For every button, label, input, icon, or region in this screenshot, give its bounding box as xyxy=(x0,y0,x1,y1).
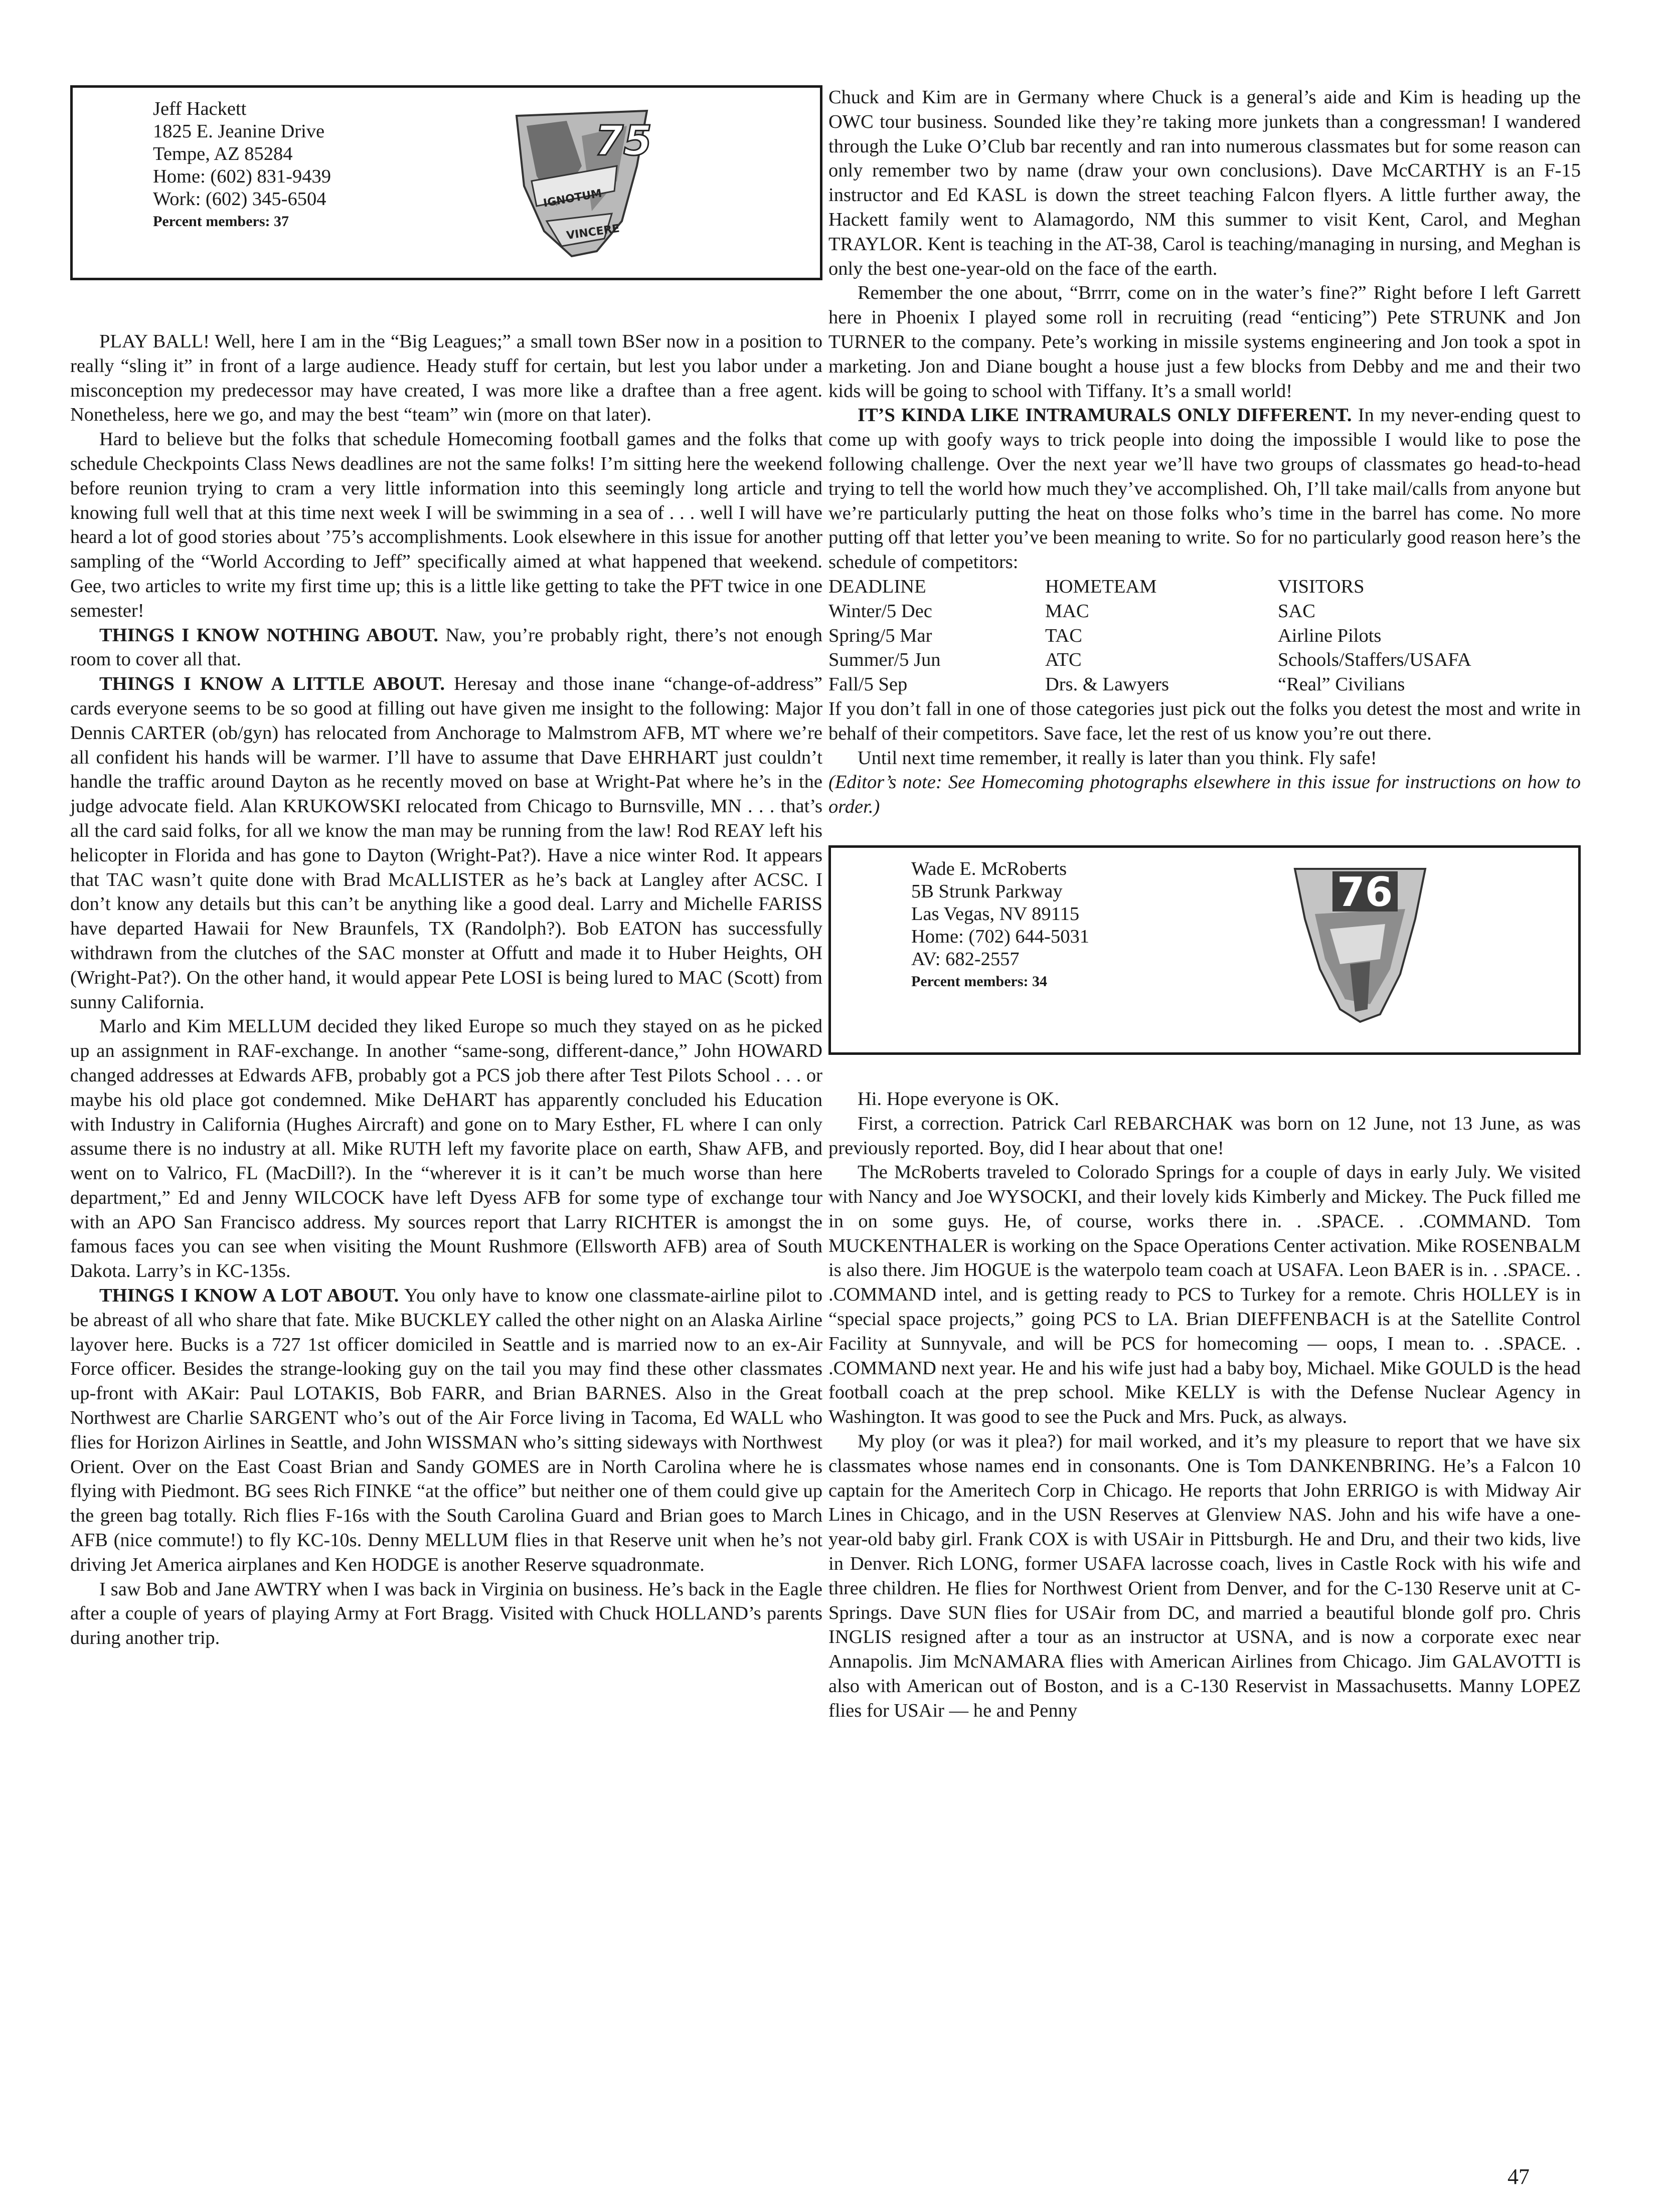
table-cell: ATC xyxy=(1045,649,1082,671)
paragraph: THINGS I KNOW NOTHING ABOUT. Naw, you’re probably right, there’s not enough room to cover all that. xyxy=(70,624,822,670)
contact-name: Jeff Hackett xyxy=(153,98,247,119)
percent-members: Percent members: 34 xyxy=(911,973,1047,990)
contact-home-phone: Home: (702) 644-5031 xyxy=(911,926,1089,947)
section-heading: IT’S KINDA LIKE INTRAMURALS ONLY DIFFERENT. xyxy=(858,405,1352,426)
editor-note: (Editor’s note: See Homecoming photographs elsewhere in this issue for instructions on how to order.) xyxy=(828,772,1581,818)
paragraph: The McRoberts traveled to Colorado Springs for a couple of days in early July. We visited with Nancy and Joe WYSOCKI, and their lovely kids Kimberly and Mickey. The Puck filled me in on some guys. He, of course, works there in. . .SPACE. . .COMMAND. Tom MUCKENTHALER is working on the Space Operations Center activation. Mike ROSENBALM is also there. Jim HOGUE is the waterpolo team coach at USAFA. Leon BAER is in. . .SPACE. . .COMMAND intel, and is getting ready to PCS to Turkey for a remote. Chris HOLLEY is in “special space projects,” going PCS to LA. Brian DIEFFENBACH is at the Satellite Control Facility at Sunnyvale, and will be PCS for homecoming — oops, I mean to. . .SPACE. . .COMMAND next year. He and his wife just had a baby boy, Michael. Mike GOULD is the head football coach at the prep school. Mike KELLY is with the Defense Nuclear Agency in Washington. It was good to see the Puck and Mrs. Puck, as always. xyxy=(828,1162,1581,1428)
contact-address-line-1: 5B Strunk Parkway xyxy=(911,880,1063,902)
table-cell: TAC xyxy=(1045,625,1082,646)
contact-address-line-1: 1825 E. Jeanine Drive xyxy=(153,121,325,142)
contact-home-phone: Home: (602) 831-9439 xyxy=(153,166,331,187)
svg-text:IGNOTUM: IGNOTUM xyxy=(542,187,603,210)
contact-name: Wade E. McRoberts xyxy=(911,858,1067,879)
table-row xyxy=(828,599,1581,624)
table-header: DEADLINE xyxy=(828,576,926,597)
svg-text:VINCERE: VINCERE xyxy=(565,222,621,243)
table-header-row xyxy=(828,575,1581,599)
section-heading: THINGS I KNOW NOTHING ABOUT. xyxy=(99,624,438,646)
contact-address-line-2: Tempe, AZ 85284 xyxy=(153,143,293,164)
paragraph: My ploy (or was it plea?) for mail worked, and it’s my pleasure to report that we have six classmates whose names end in consonants. One is Tom DANKENBRING. He’s a Falcon 10 captain for the Ameritech Corp in Chicago. He reports that John ERRIGO is with Midway Air Lines in Chicago, and in the USN Reserves at Glenview NAS. John and his wife have a one-year-old baby girl. Frank COX is with USAir in Pittsburgh. He and Dru, and their two kids, live in Denver. Rich LONG, former USAFA lacrosse coach, lives in Castle Rock with his wife and three children. He flies for Northwest Orient from Denver, and for the C-130 Reserve unit at C-Springs. Dave SUN flies for USAir from DC, and married a beautiful blonde golf pro. Chris INGLIS resigned after a tour as an instructor at USNA, and is now a corporate exec near Annapolis. Jim McNAMARA flies with American Airlines from Chicago. Jim GALAVOTTI is also with American out of Boston, and is a C-130 Reservist in Massachusetts. Manny LOPEZ flies for USAir — he and Penny xyxy=(828,1431,1581,1721)
contact-address-line-2: Las Vegas, NV 89115 xyxy=(911,903,1080,925)
paragraph: THINGS I KNOW A LITTLE ABOUT. Heresay and those inane “change-of-address” cards everyone seems to be so good at filling out have given me insight to the following: Major Dennis CARTER (ob/gyn) has relocated from Anchorage to Malmstrom AFB, MT where we’re all confident his hands will be warmer. I’ll have to assume that Dave EHRHART just couldn’t handle the traffic around Dayton as he recently moved on base at Wright-Pat where he’s in the judge advocate field. Alan KRUKOWSKI relocated from Chicago to Burnsville, MN . . . that’s all the card said folks, for all we know the man may be running from the law! Rod REAY left his helicopter in Florida and has gone to Dayton (Wright-Pat?). Have a nice winter Rod. It appears that TAC wasn’t quite done with Brad McALLISTER as he’s back at Langley after ACSC. I don’t know any details but this can’t be anything like a good deal. Larry and Michelle FARISS have departed Hawaii for New Braunfels, TX (Randolph?). Bob EATON has successfully withdrawn from the clutches of the SAC monster at Offutt and made it to Huber Heights, OH (Wright-Pat?). On the other hand, it would appear Pete LOSI is being lured to MAC (Scott) from sunny California. xyxy=(70,673,822,1013)
paragraph: If you don’t fall in one of those categories just pick out the folks you detest the most and write in behalf of their competitors. Save face, let the rest of us know you’re out there. xyxy=(828,698,1581,744)
table-cell: Summer/5 Jun xyxy=(828,649,941,671)
paragraph: Remember the one about, “Brrrr, come on in the water’s fine?” Right before I left Garrett here in Phoenix I played some roll in recruiting (read “enticing”) Pete STRUNK and Jon TURNER to the company. Pete’s working in missile systems engineering and Jon took a spot in marketing. Jon and Diane bought a house just a few blocks from Debby and me and their two kids will be going to school with Tiffany. It’s a small world! xyxy=(828,282,1581,402)
table-row xyxy=(828,648,1581,672)
table-cell: “Real” Civilians xyxy=(1278,674,1405,695)
contact-av-phone: AV: 682-2557 xyxy=(911,948,1020,970)
table-row xyxy=(828,672,1581,697)
paragraph: Chuck and Kim are in Germany where Chuck is a general’s aide and Kim is heading up the OWC tour business. Sounded like they’re taking more junkets than a congressman! I wandered through the Luke O’Club bar recently and ran into numerous classmates but for some reason can only remember two by name (draw your own conclusions). Dave McCARTHY is an F-15 instructor and Ed KASL is down the street teaching Falcon flyers. A little further away, the Hackett family went to Alamagordo, NM this summer to visit Kent, Carol, and Meghan TRAYLOR. Kent is teaching in the AT-38, Carol is teaching/managing in nursing, and Meghan is only the best one-year-old on the face of the earth. xyxy=(828,87,1581,279)
paragraph: Marlo and Kim MELLUM decided they liked Europe so much they stayed on as he picked up an assignment in RAF-exchange. In another “same-song, different-dance,” John HOWARD changed addresses at Edwards AFB, probably got a PCS job there after Test Pilots School . . . or maybe his old place got condemned. Mike DeHART has apparently concluded his Education with Industry in California (Hughes Aircraft) and gone on to Mary Esther, FL where I can only assume there is no industry at all. Mike RUTH left my favorite place on earth, Shaw AFB, and went on to Valrico, FL (MacDill?). In the “wherever it is it can’t be much worse than here department,” Ed and Jenny WILCOCK have left Dyess AFB for some type of exchange tour with an APO San Francisco address. My sources report that Larry RICHTER is amongst the famous faces you can see when visiting the Mount Rushmore (Ellsworth AFB) area of South Dakota. Larry’s in KC-135s. xyxy=(70,1016,822,1282)
contact-details xyxy=(911,858,1089,993)
page-number: 47 xyxy=(1508,2164,1530,2189)
contact-details xyxy=(153,98,331,233)
paragraph: I saw Bob and Jane AWTRY when I was back in Virginia on business. He’s back in the Eagle after a couple of years of playing Army at Fort Bragg. Visited with Chuck HOLLAND’s parents during another trip. xyxy=(70,1578,822,1649)
table-cell: Spring/5 Mar xyxy=(828,625,932,646)
paragraph: PLAY BALL! Well, here I am in the “Big Leagues;” a small town BSer now in a position to really “sling it” in front of a large audience. Heady stuff for certain, but lest you labor under a misconception my predecessor may have created, I was more like a draftee than a free agent. Nonetheless, here we go, and may the best “team” win (more on that later). xyxy=(70,331,822,426)
left-column xyxy=(70,85,822,1650)
right-column xyxy=(828,85,1581,1723)
section-heading: THINGS I KNOW A LOT ABOUT. xyxy=(99,1285,399,1307)
svg-text:75: 75 xyxy=(595,117,652,165)
class-76-crest-icon xyxy=(1285,859,1435,1024)
class-76-contact-box xyxy=(828,845,1581,1055)
class-75-crest-icon xyxy=(496,106,662,261)
class-75-contact-box xyxy=(70,85,822,280)
paragraph: Until next time remember, it really is later than you think. Fly safe! xyxy=(858,747,1377,769)
table-row xyxy=(828,624,1581,648)
contact-work-phone: Work: (602) 345-6504 xyxy=(153,189,326,210)
paragraph: IT’S KINDA LIKE INTRAMURALS ONLY DIFFERENT. In my never-ending quest to come up with goofy ways to trick people into doing the impossible I would like to pose the following challenge. Over the next year we’ll have two groups of classmates go head-to-head trying to tell the world how much they’ve accomplished. Oh, I’ll take mail/calls from anyone but we’re particularly putting the heat on those folks who’s time in the barrel has come. No more putting off that letter you’ve been meaning to write. So for no particularly good reason here’s the schedule of competitors: xyxy=(828,405,1581,573)
table-header: HOMETEAM xyxy=(1045,576,1157,597)
percent-members: Percent members: 37 xyxy=(153,213,289,230)
table-header: VISITORS xyxy=(1278,576,1365,597)
paragraph: Hi. Hope everyone is OK. xyxy=(858,1088,1060,1110)
paragraph: THINGS I KNOW A LOT ABOUT. You only have to know one classmate-airline pilot to be abreast of all who share that fate. Mike BUCKLEY called the other night on an Alaska Airline layover here. Bucks is a 727 1st officer domiciled in Seattle and is married now to an ex-Air Force officer. Besides the strange-looking guy on the tail you may find these other classmates up-front with AKair: Paul LOTAKIS, Bob FARR, and Brian BARNES. Also in the Great Northwest are Charlie SARGENT who’s out of the Air Force living in Tacoma, Ed WALL who flies for Horizon Airlines in Seattle, and John WISSMAN who’s sitting sideways with Northwest Orient. Over on the East Coast Brian and Sandy GOMES are in North Carolina where he is flying with Piedmont. BG sees Rich FINKE “at the office” but neither one of them could give up the green bag totally. Rich flies F-16s with the South Carolina Guard and Brian goes to March AFB (nice commute!) to fly KC-10s. Denny MELLUM flies in that Reserve unit when he’s not driving Jet America airplanes and Ken HODGE is another Reserve squadronmate. xyxy=(70,1285,822,1575)
competition-schedule-table xyxy=(828,575,1581,697)
table-cell: Fall/5 Sep xyxy=(828,674,908,695)
table-cell: Winter/5 Dec xyxy=(828,600,932,622)
table-cell: SAC xyxy=(1278,600,1315,622)
table-cell: Airline Pilots xyxy=(1278,625,1382,646)
section-heading: THINGS I KNOW A LITTLE ABOUT. xyxy=(99,673,445,695)
paragraph: Hard to believe but the folks that schedule Homecoming football games and the folks that schedule Checkpoints Class News deadlines are not the same folks! I’m sitting here the weekend before reunion trying to cram a very little information into this seemingly long article and knowing full well that at this time next week I will be swimming in a sea of . . . well I will have heard a lot of good stories about ’75’s accomplishments. Look elsewhere in this issue for another sampling of the “World According to Jeff” specifically aimed at what happened that weekend. Gee, two articles to write my first time up; this is a little like getting to take the PFT twice in one semester! xyxy=(70,429,822,621)
svg-text:76: 76 xyxy=(1337,868,1393,915)
table-cell: Drs. & Lawyers xyxy=(1045,674,1169,695)
paragraph: First, a correction. Patrick Carl REBARCHAK was born on 12 June, not 13 June, as was previously reported. Boy, did I hear about that one! xyxy=(828,1113,1581,1159)
table-cell: MAC xyxy=(1045,600,1089,622)
table-cell: Schools/Staffers/USAFA xyxy=(1278,649,1471,671)
